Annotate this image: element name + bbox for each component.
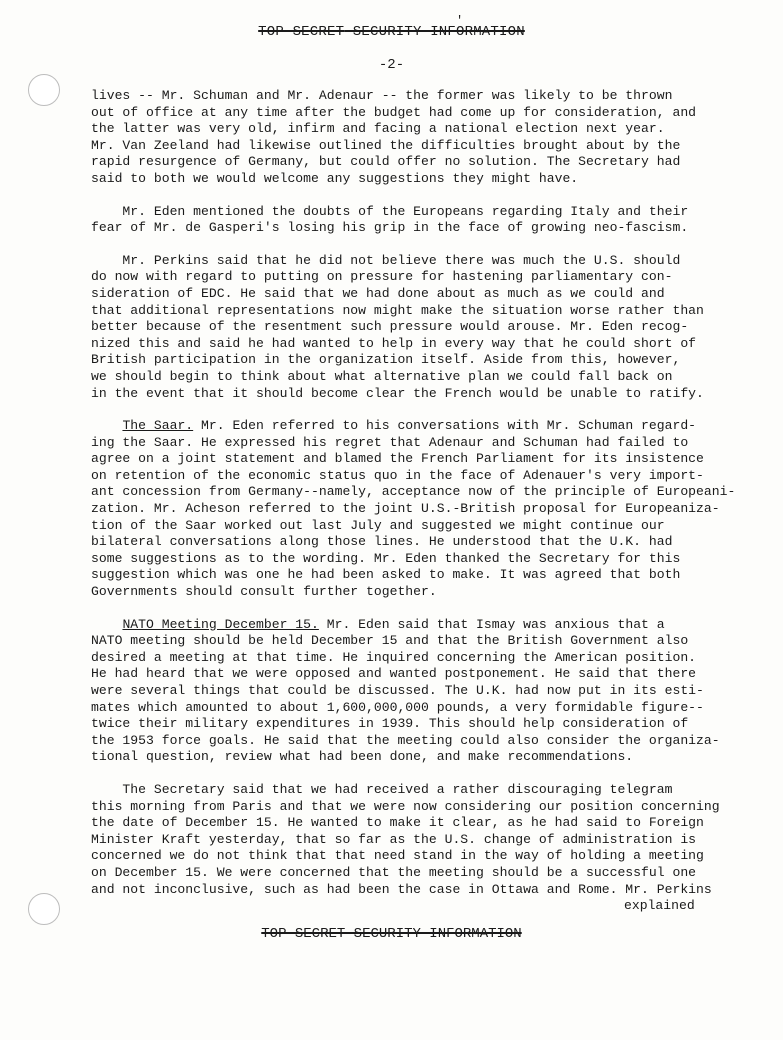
text-line: rapid resurgence of Germany, but could offer no solution. The Secretary had [91,154,681,170]
punch-hole-top [28,74,60,106]
text-line: The Secretary said that we had received a rather discouraging telegram [91,781,673,797]
catchword: explained [624,898,695,913]
text-line: some suggestions as to the wording. Mr. Eden thanked the Secretary for this [91,550,681,566]
text-line: Mr. Eden mentioned the doubts of the Europeans regarding Italy and their [91,203,689,219]
text-line: said to both we would welcome any suggestions they might have. [91,170,579,186]
text-line: zation. Mr. Acheson referred to the joint U.S.-British proposal for Europeaniza- [91,501,720,517]
section-heading: The Saar. [122,418,194,434]
text-line: on December 15. We were concerned that the meeting should be a successful one [91,864,697,880]
text-line: the 1953 force goals. He said that the meeting could also consider the organiza- [91,732,720,748]
tick-mark: ' [456,14,464,28]
text-line: the latter was very old, infirm and facing a national election next year. [91,121,665,137]
paragraph [91,617,751,766]
text-line: Minister Kraft yesterday, that so far as the U.S. change of administration is [91,831,697,847]
text-line: NATO Meeting December 15. Mr. Eden said that Ismay was anxious that a [122,616,665,632]
classification-header [0,24,783,40]
text-line: twice their military expenditures in 1939. This should help consideration of [91,716,689,732]
classification-footer [0,926,783,942]
text-line: this morning from Paris and that we were now considering our position concerning [91,798,720,814]
text-line: NATO meeting should be held December 15 and that the British Government also [91,633,689,649]
page-number: -2- [378,57,405,73]
text-line: tion of the Saar worked out last July and suggested we might continue our [91,517,665,533]
text-line: fear of Mr. de Gasperi's losing his grip in the face of growing neo-fascism. [91,220,689,236]
paragraph [91,782,751,898]
document-body [91,88,751,914]
classification-rest: SECURITY INFORMATION [344,24,525,40]
text-line: Mr. Van Zeeland had likewise outlined the difficulties brought about by the [91,137,681,153]
text-line: agree on a joint statement and blamed the French Parliament for its insistence [91,451,704,467]
text-line: Mr. Perkins said that he did not believe there was much the U.S. should [91,252,681,268]
text-line: do now with regard to putting on pressure for hastening parliamentary con- [91,269,673,285]
punch-hole-bottom [28,893,60,925]
text-line: He had heard that we were opposed and wanted postponement. He said that there [91,666,697,682]
text-line: concerned we do not think that that need stand in the way of holding a meeting [91,848,704,864]
text-line: better because of the resentment such pressure would arouse. Mr. Eden recog- [91,319,689,335]
text-line: in the event that it should become clear the French would be unable to ratify. [91,385,704,401]
text-line: tional question, review what had been done, and make recommendations. [91,749,634,765]
text-line: Governments should consult further together. [91,584,437,600]
text-line: The Saar. Mr. Eden referred to his conversations with Mr. Schuman regard- [122,418,697,434]
text-line: desired a meeting at that time. He inquired concerning the American position. [91,649,697,665]
paragraph [91,88,751,188]
text-line: out of office at any time after the budget had come up for consideration, and [91,104,697,120]
text-line: sideration of EDC. He said that we had done about as much as we could and [91,285,665,301]
text-line: we should begin to think about what alternative plan we could fall back on [91,368,673,384]
text-line: on retention of the economic status quo in the face of Adenauer's very import- [91,467,704,483]
classification-struck: TOP SECRET [258,24,345,40]
text-line: lives -- Mr. Schuman and Mr. Adenaur -- the former was likely to be thrown [91,88,673,103]
section-heading: NATO Meeting December 15. [122,616,319,632]
text-line: suggestion which was one he had been asked to make. It was agreed that both [91,567,681,583]
text-line: British participation in the organization itself. Aside from this, however, [91,352,681,368]
text-line: and not inconclusive, such as had been the case in Ottawa and Rome. Mr. Perkins [91,881,712,897]
text-line: that additional representations now might make the situation worse rather than [91,302,704,318]
text-line: the date of December 15. He wanted to make it clear, as he had said to Foreign [91,815,704,831]
text-line: were several things that could be discussed. The U.K. had now put in its esti- [91,683,704,698]
paragraph [91,418,751,601]
text-line: nized this and said he had wanted to help in every way that he could short of [91,335,697,351]
text-line: ant concession from Germany--namely, acceptance now of the principle of Europeani- [91,484,736,500]
paragraph [91,204,751,237]
text-line: ing the Saar. He expressed his regret that Adenaur and Schuman had failed to [91,434,689,450]
footer-classification: TOP SECRET SECURITY INFORMATION [261,926,522,942]
text-line: bilateral conversations along those lines. He understood that the U.K. had [91,534,673,550]
text-line: mates which amounted to about 1,600,000,000 pounds, a very formidable figure-- [91,699,704,715]
paragraph [91,253,751,402]
